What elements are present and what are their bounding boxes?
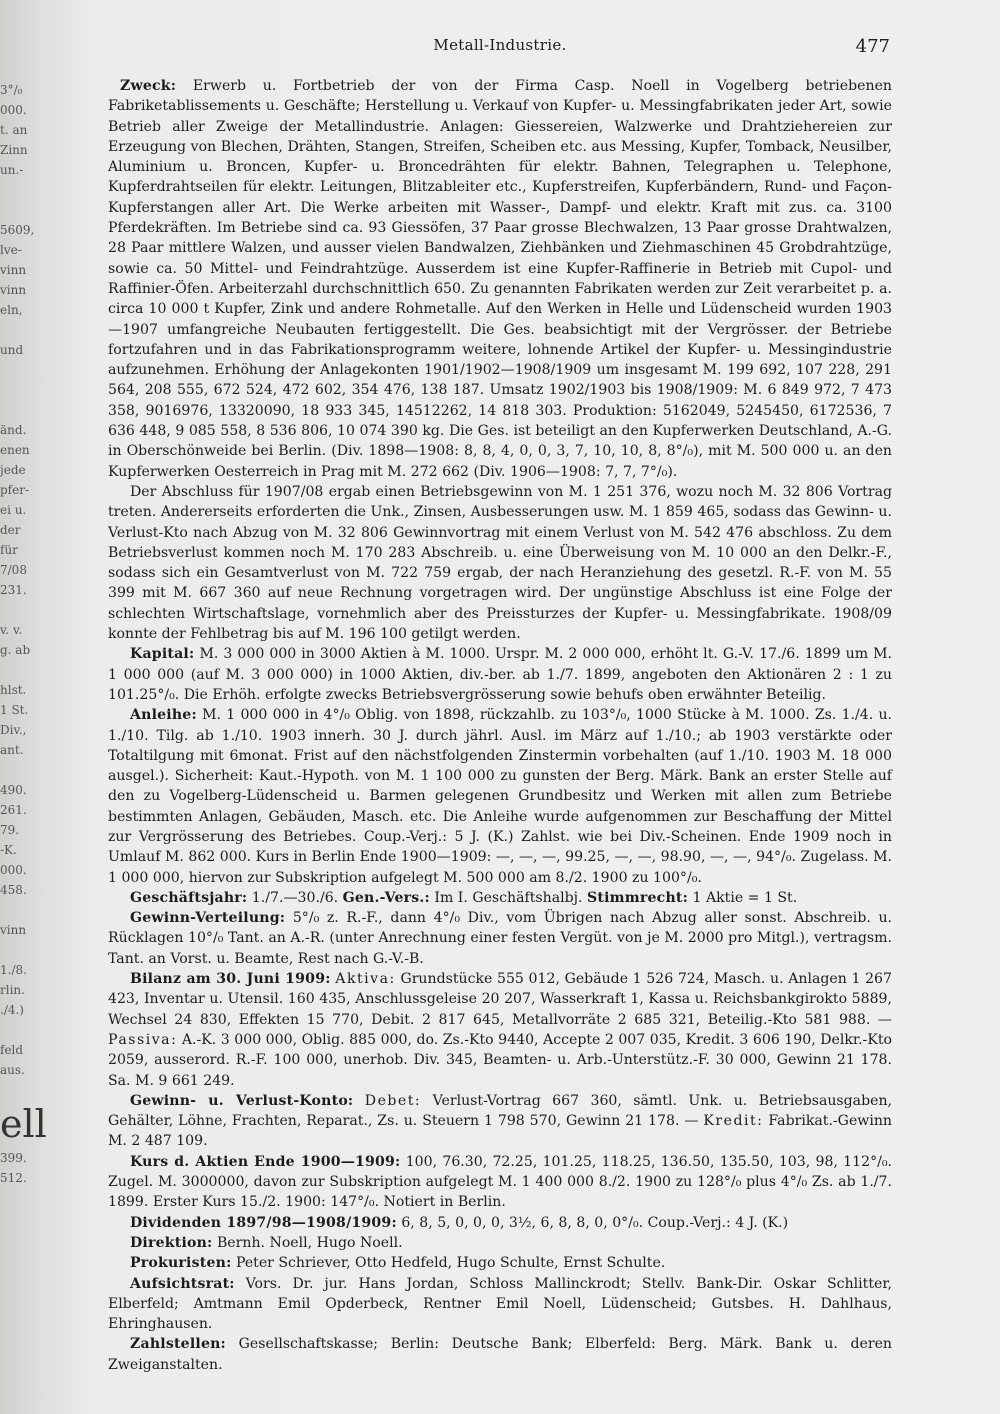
label-debet: Debet:	[364, 1092, 422, 1109]
gutter-fragment: hlst.	[0, 683, 27, 697]
label-anleihe: Anleihe:	[130, 707, 197, 724]
gutter-fragment: v. v.	[0, 623, 23, 637]
page-number: 477	[855, 36, 890, 57]
text-anleihe: M. 1 000 000 in 4°/₀ Oblig. von 1898, rückzahlb. zu 103°/₀, 1000 Stücke à M. 1000. Zs. 1./4. u. 1./10. Tilg. ab 1./10. 1903 innerh. 30 J. durch jährl. Ausl. im März auf 1./10.; ab 1903 verstärkte oder Totaltilgung mit 6monat. Frist auf den nächstfolgenden Zinstermin vorbehalten (auf 1./10. 1903 M. 18 000 ausgel.). Sicherheit: Kaut.-Hypoth. von M. 1 100 000 zu gunsten der Berg. Märk. Bank an erster Stelle auf den zu Vogelberg-Lüdenscheid u. Barmen gelegenen Grundbesitz und Werken mit allen zum Betriebe bestimmten Anlagen, Gebäuden, Masch. etc. Die Anleihe wurde aufgenommen zur Beschaffung der Mittel zur Vergrösserung des Betriebes. Coup.-Verj.: 5 J. (K.) Zahlst. wie bei Div.-Scheinen. Ende 1909 noch in Umlauf M. 862 000. Kurs in Berlin Ende 1900—1909: —, —, —, 99.25, —, —, 98.90, —, —, 94°/₀. Zugelass. M. 1 000 000, hiervon zur Subskription aufgelegt M. 500 000 am 8./2. 1900 zu 100°/₀.	[108, 707, 892, 886]
label-aufsichtsrat: Aufsichtsrat:	[130, 1275, 235, 1292]
running-title: Metall-Industrie.	[433, 36, 567, 54]
gutter-fragment: 512.	[0, 1171, 27, 1185]
gutter-spacer	[0, 760, 42, 780]
label-bilanz: Bilanz am 30. Juni 1909:	[130, 971, 331, 988]
gutter-fragment: vinn	[0, 263, 27, 277]
gutter-spacer	[0, 360, 42, 380]
paragraph-kurs	[108, 1152, 892, 1213]
text-passiva: A.-K. 3 000 000, Oblig. 885 000, do. Zs.-Kto 9440, Accepte 2 007 035, Kredit. 3 606 190, Delkr.-Kto 2059, ausserord. R.-F. 100 000, unerhob. Div. 345, Beamten- u. Arb.-Unterstütz.-F. 30 000, Gewinn 21 178. Sa. M. 9 661 249.	[108, 1031, 892, 1089]
text-aufsichtsrat: Vors. Dr. jur. Hans Jordan, Schloss Mallinckrodt; Stellv. Bank-Dir. Oskar Schlitter, Elberfeld; Amtmann Emil Opderbeck, Rentner Emil Noell, Lüdenscheid; Gutsbes. H. Dahlhaus, Ehringhausen.	[108, 1275, 893, 1333]
gutter-spacer	[0, 1080, 42, 1100]
label-guv: Gewinn- u. Verlust-Konto:	[130, 1092, 354, 1109]
gutter-spacer	[0, 400, 42, 420]
gutter-fragment: t. an	[0, 123, 28, 137]
gutter-spacer	[0, 180, 42, 200]
gutter-fragment: Div.,	[0, 723, 27, 737]
gutter-spacer	[0, 1020, 42, 1040]
gutter-fragment: ei u.	[0, 503, 27, 517]
text-gen-vers: Im I. Geschäftshalbj.	[434, 889, 583, 906]
gutter-fragment: 458.	[0, 883, 27, 897]
label-passiva: Passiva:	[108, 1031, 178, 1048]
text-direktion: Bernh. Noell, Hugo Noell.	[216, 1234, 403, 1251]
text-gewinn-verteilung: 5°/₀ z. R.-F., dann 4°/₀ Div., vom Übrigen nach Abzug aller sonst. Abschreib. u. Rücklagen 10°/₀ Tant. an A.-R. (unter Anrechnung einer festen Vergüt. von je M. 2000 pro Mitgl.), vertragsm. Tant. an Vorst. u. Beamte, Rest nach G.-V.-B.	[108, 910, 892, 967]
gutter-fragment: und	[0, 343, 24, 357]
left-margin-bleed	[0, 80, 47, 1188]
gutter-fragment: Zinn	[0, 143, 28, 157]
gutter-fragment: pfer-	[0, 483, 30, 497]
paragraph-abschluss	[108, 482, 892, 644]
gutter-fragment: 7/08	[0, 563, 27, 577]
gutter-fragment: un.-	[0, 163, 24, 177]
label-gewinn-verteilung: Gewinn-Verteilung:	[130, 910, 286, 927]
label-kurs: Kurs d. Aktien Ende 1900—1909:	[130, 1153, 401, 1170]
gutter-fragment: g. ab	[0, 643, 31, 657]
text-kapital: M. 3 000 000 in 3000 Aktien à M. 1000. Urspr. M. 2 000 000, erhöht lt. G.-V. 17./6. 1899 um M. 1 000 000 (auf M. 3 000 000) in 1000 Aktien, div.-ber. ab 1./7. 1899, angeboten den Aktionären 2 : 1 zu 101.25°/₀. Die Erhöh. erfolgte zwecks Betriebsvergrösserung sowie behufs oben erwähnter Beteilig.	[108, 646, 893, 703]
text-abschluss: Der Abschluss für 1907/08 ergab einen Betriebsgewinn von M. 1 251 376, wozu noch M. 32 806 Vortrag treten. Andererseits erforderten die Unk., Zinsen, Ausbesserungen usw. M. 1 859 465, sodass das Gewinn- u. Verlust-Kto nach Abzug von M. 32 806 Gewinnvortrag mit einem Verlust von M. 542 476 abschloss. Zu dem Betriebsverlust kommen noch M. 170 283 Abschreib. u. eine Überweisung von M. 10 000 an den Delkr.-F., sodass sich ein Gesamtverlust von M. 722 759 ergab, der nach Heranziehung des gesetzl. R.-F. von M. 55 399 mit M. 667 360 auf neue Rechnung vorgetragen wird. Der ungünstige Abschluss ist eine Folge der schlechten Wirtschaftslage, vornehmlich aber des Preissturzes der Kupfer- u. Messingfabrikate. 1908/09 konnte der Fehlbetrag bis auf M. 196 100 getilgt werden.	[108, 483, 892, 643]
paragraph-bilanz	[108, 969, 892, 1091]
label-zahlstellen: Zahlstellen:	[130, 1336, 226, 1353]
label-dividenden: Dividenden 1897/98—1908/1909:	[130, 1214, 397, 1231]
gutter-spacer	[0, 600, 42, 620]
text-geschaeftsjahr: 1./7.—30./6.	[251, 889, 339, 906]
gutter-fragment: jede	[0, 463, 26, 477]
text-prokuristen: Peter Schriever, Otto Hedfeld, Hugo Schulte, Ernst Schulte.	[235, 1255, 666, 1272]
gutter-fragment: ant.	[0, 743, 24, 757]
label-prokuristen: Prokuristen:	[130, 1255, 232, 1272]
gutter-fragment: 5609,	[0, 223, 35, 237]
paragraph-dividenden	[108, 1213, 892, 1233]
gutter-fragment: enen	[0, 443, 30, 457]
gutter-spacer	[0, 900, 42, 920]
paragraph-zweck	[108, 76, 892, 482]
label-stimmrecht: Stimmrecht:	[587, 889, 689, 906]
gutter-fragment: 1./8.	[0, 963, 27, 977]
gutter-fragment: -K.	[0, 843, 17, 857]
text-debet: Verlust-Vortrag 667 360, sämtl. Unk. u. Betriebsausgaben, Gehälter, Löhne, Frachten, Reparat., Zs. u. Steuern 1 798 570, Gewinn 21 178. —	[108, 1092, 893, 1130]
page-header	[110, 36, 890, 60]
gutter-spacer	[0, 380, 42, 400]
paragraph-guv	[108, 1091, 892, 1152]
gutter-fragment: vinn	[0, 923, 27, 937]
gutter-fragment: änd.	[0, 423, 27, 437]
gutter-fragment: 490.	[0, 783, 27, 797]
text-dividenden: 6, 8, 5, 0, 0, 0, 3½, 6, 8, 8, 0, 0°/₀. Coup.-Verj.: 4 J. (K.)	[401, 1214, 789, 1231]
gutter-fragment: ell	[0, 1102, 47, 1146]
gutter-fragment: 399.	[0, 1151, 27, 1165]
gutter-fragment: aus.	[0, 1063, 25, 1077]
gutter-spacer	[0, 200, 42, 220]
label-aktiva: Aktiva:	[335, 971, 396, 988]
paragraph-zahlstellen	[108, 1334, 892, 1375]
gutter-fragment: 231.	[0, 583, 27, 597]
gutter-fragment: vinn	[0, 283, 27, 297]
gutter-fragment: rlin.	[0, 983, 25, 997]
paragraph-direktion	[108, 1233, 892, 1253]
gutter-spacer	[0, 320, 42, 340]
paragraph-aufsichtsrat	[108, 1274, 892, 1335]
main-text	[108, 76, 892, 1375]
paragraph-anleihe	[108, 705, 892, 888]
text-zweck: Erwerb u. Fortbetrieb der von der Firma Casp. Noell in Vogelberg betriebenen Fabriketablissements u. Geschäfte; Herstellung u. Verkauf von Kupfer- u. Messingfabrikaten jeder Art, sowie Betrieb aller Zweige der Metallindustrie. Anlagen: Giessereien, Walzwerke und Drahtziehereien zur Erzeugung von Blechen, Drähten, Stangen, Streifen, Scheiben etc. aus Messing, Kupfer, Tomback, Neusilber, Aluminium u. Broncen, Kupfer- u. Broncedrähten für elektr. Bahnen, Telegraphen u. Telephone, Kupferdrahtseilen für elektr. Leitungen, Blitzableiter etc., Kupferstreifen, Kupferbändern, Rund- und Façon-Kupferstangen aller Art. Die Werke arbeiten mit Wasser-, Dampf- und elektr. Kraft mit zus. ca. 3100 Pferdekräften. Im Betriebe sind ca. 93 Giessöfen, 37 Paar grosse Blechwalzen, 13 Paar grosse Drahtwalzen, 28 Paar mittlere Walzen, und ausser vielen Bandwalzen, Ziehbänken und Ziehmaschinen 45 Grobdrahtzüge, sowie ca. 50 Mittel- und Feindrahtzüge. Ausserdem ist eine Kupfer-Raffinerie in Betrieb mit Cupol- und Raffinier-Öfen. Arbeiterzahl durchschnittlich 650. Zu genannten Fabrikaten werden zur Zeit verarbeitet p. a. circa 10 000 t Kupfer, Zink und andere Rohmetalle. Auf den Werken in Helle und Lüdenscheid wurden 1903—1907 umfangreiche Neubauten fertiggestellt. Die Ges. beabsichtigt mit der Vergrösser. der Betriebe fortzufahren und in das Fabrikationsprogramm weitere, lohnende Artikel der Kupfer- u. Messingindustrie aufzunehmen. Erhöhung der Anlagekonten 1901/1902—1908/1909 um insgesamt M. 199 692, 107 228, 291 564, 208 555, 672 524, 472 602, 354 476, 138 187. Umsatz 1902/1903 bis 1908/1909: M. 6 849 972, 7 473 358, 9016976, 13320090, 18 933 345, 14512262, 14 818 303. Produktion: 5162049, 5245450, 6172536, 7 636 448, 9 085 558, 8 536 806, 10 074 390 kg. Die Ges. ist beteiligt an den Kupferwerken Deutschland, A.-G. in Oberschönweide bei Berlin. (Div. 1898—1908: 8, 8, 4, 0, 0, 3, 7, 10, 10, 8, 8°/₀), mit M. 500 000 u. an den Kupferwerken Oesterreich in Prag mit M. 272 662 (Div. 1906—1908: 7, 7, 7°/₀).	[108, 78, 892, 480]
paragraph-kapital	[108, 644, 892, 705]
label-direktion: Direktion:	[130, 1234, 213, 1251]
gutter-fragment: 79.	[0, 823, 20, 837]
text-aktiva: Grundstücke 555 012, Gebäude 1 526 724, Masch. u. Anlagen 1 267 423, Inventar u. Utensil. 160 435, Anschlussgeleise 20 207, Wasserkraft 1, Kassa u. Reichsbankgirokto 5889, Wechsel 24 830, Effekten 15 770, Debit. 2 817 645, Metallvorräte 2 685 321, Beteilig.-Kto 581 988. —	[108, 971, 892, 1028]
gutter-spacer	[0, 940, 42, 960]
text-kurs: 100, 76.30, 72.25, 101.25, 118.25, 136.50, 135.50, 103, 98, 112°/₀. Zugel. M. 3000000, davon zur Subskription aufgelegt M. 1 400 000 8./2. 1900 zu 128°/₀ plus 4°/₀ Zs. ab 1./7. 1899. Erster Kurs 15./2. 1900: 147°/₀. Notiert in Berlin.	[108, 1153, 892, 1211]
paragraph-geschaeftsjahr	[108, 888, 892, 908]
gutter-fragment: 3°/₀	[0, 83, 23, 97]
text-zahlstellen: Gesellschaftskasse; Berlin: Deutsche Bank; Elberfeld: Berg. Märk. Bank u. deren Zweiganstalten.	[108, 1336, 893, 1373]
gutter-fragment: 000.	[0, 863, 27, 877]
gutter-fragment: für	[0, 543, 18, 557]
label-zweck: Zweck:	[120, 78, 177, 94]
gutter-fragment: 1 St.	[0, 703, 29, 717]
label-kredit: Kredit:	[703, 1113, 764, 1130]
text-stimmrecht: 1 Aktie = 1 St.	[692, 889, 798, 906]
label-geschaeftsjahr: Geschäftsjahr:	[130, 889, 248, 906]
gutter-fragment: 000.	[0, 103, 27, 117]
gutter-fragment: ./4.)	[0, 1003, 24, 1017]
label-gen-vers: Gen.-Vers.:	[342, 889, 430, 906]
gutter-fragment: lve-	[0, 243, 22, 257]
label-kapital: Kapital:	[130, 646, 195, 663]
gutter-spacer	[0, 660, 42, 680]
gutter-fragment: feld	[0, 1043, 24, 1057]
text-kredit: Fabrikat.-Gewinn M. 2 487 109.	[108, 1113, 893, 1150]
gutter-fragment: eln,	[0, 303, 23, 317]
gutter-fragment: 261.	[0, 803, 27, 817]
paragraph-gewinn-verteilung	[108, 908, 892, 969]
gutter-fragment: der	[0, 523, 21, 537]
paragraph-prokuristen	[108, 1253, 892, 1273]
